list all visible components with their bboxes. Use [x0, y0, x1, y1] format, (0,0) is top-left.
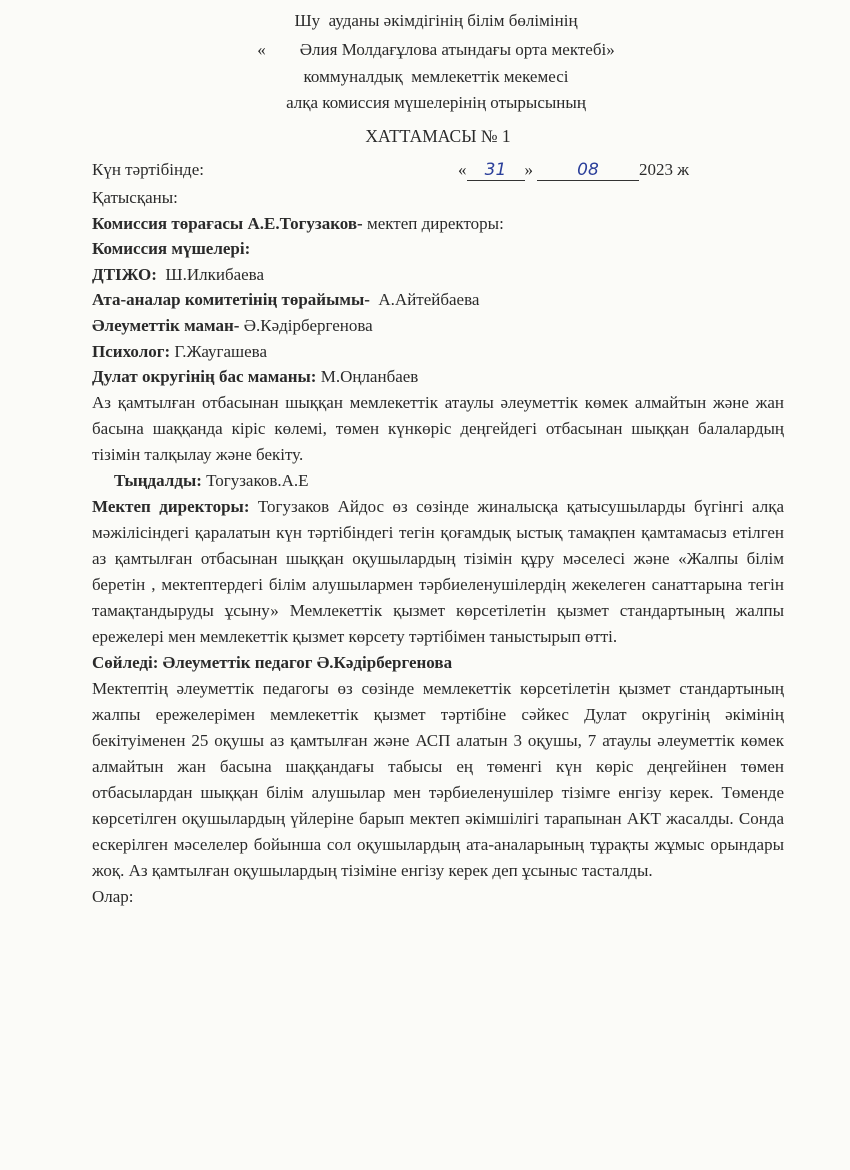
attendee-name: мектеп директоры: — [362, 213, 504, 233]
director-text: Тогузаков Айдос өз сөзінде жиналысқа қатысушыларды бүгінгі алқа мәжілісіндегі қаралатын күн тәртібіндегі тегін қоғамдық ыстық тамақпен қамтамасыз етілген аз қамтылған отбасынан шыққан оқушылардың тізімін құру мәселесі және «Жалпы білім беретін , мектептердегі білім алушылармен тәрбиеленушілердің жекелеген санаттарына тегін тамақтандыруды ұсыну» Мемлекеттік қызмет көрсетілетін қызмет стандартының жалпы ережелері мен мемлекеттік қызмет көрсету тәртібімен таныстырып өтті. — [92, 496, 785, 646]
attendee-role: Комиссия мүшелері: — [92, 239, 251, 259]
heard-value: Тогузаков.А.Е — [201, 470, 309, 490]
attendee-name: А.Айтейбаева — [369, 290, 480, 310]
attendee-role: ДТІЖО: — [92, 264, 157, 284]
closing-line: Олар: — [92, 886, 134, 906]
date-year: 2023 ж — [639, 160, 689, 179]
meeting-date — [458, 155, 689, 185]
attendee — [92, 287, 784, 313]
agenda-label: Күн тәртібінде: — [92, 160, 204, 179]
pedagog-speech: Мектептің әлеуметтік педагогы өз сөзінде мемлекеттік көрсетілетін қызмет стандартының жалпы ережелерімен мемлекеттік қызмет тәртібіне сәйкес Дулат округінің әкімінің бекітуіменен 25 оқушы аз қамтылған және АСП алатын 3 оқушы, 7 атаулы әлеуметтік көмек алмайтын жан басына шаққандағы табысы ең төменгі күн көріс деңгейінен төмен отбасылардан шыққан білім алушылар мен тәрбиеленушілер тізімге енгізу керек. Төменде көрсетілген оқушылардың үйлеріне барып мектеп әкімшілігі тарапынан АКТ жасалды. Сонда ескерілген мәселелер бойынша сол оқушылардың ата-аналарының тұрақты жұмыс орындары жоқ. Аз қамтылған оқушылардың тізіміне енгізу керек деп ұсыныс тасталды. — [92, 678, 784, 880]
attendee-role: Психолог: — [92, 341, 171, 361]
attendee — [92, 364, 784, 390]
attendee — [92, 236, 784, 262]
header-line: Шу ауданы әкімдігінің білім бөлімінің — [294, 11, 578, 30]
attendees-list — [92, 211, 784, 390]
attendee — [92, 211, 784, 237]
agenda-text: Аз қамтылған отбасынан шыққан мемлекеттік атаулы әлеуметтік көмек алмайтын және жан басына шаққанда кіріс көлемі, төмен күнкөріс деңгейдегі отбасынан шыққан балалардың тізімін талқылау және бекіту. — [92, 392, 784, 464]
attendee-role: Дулат округінің бас маманы: — [92, 367, 317, 387]
attendee-name: Г.Жаугашева — [170, 341, 268, 361]
header-line: коммуналдық мемлекеттік мекемесі — [303, 67, 569, 86]
attendee-name: Ш.Илкибаева — [156, 264, 265, 284]
heard-label: Тыңдалды: — [114, 470, 202, 490]
director-label: Мектеп директоры: — [92, 496, 250, 516]
attendee — [92, 262, 784, 288]
attendee — [92, 339, 784, 365]
attendee-name: Ә.Кәдірбергенова — [239, 315, 373, 335]
attendee-name: М.Оңланбаев — [316, 367, 419, 387]
quote-close: » — [524, 160, 533, 179]
spoke-label: Сөйледі: Әлеуметтік педагог Ә.Кәдірбергенова — [92, 652, 453, 672]
attendee-role: Әлеуметтік маман- — [92, 315, 240, 335]
date-line — [92, 155, 784, 185]
director-speech — [92, 494, 784, 650]
spoke-heading — [92, 650, 784, 676]
date-day: 31 — [467, 160, 525, 181]
heard-line — [92, 468, 784, 494]
attendee-role: Комиссия төрағасы А.Е.Тогузаков- — [92, 213, 363, 233]
header-line: « Әлия Молдағұлова атындағы орта мектебі» — [257, 40, 615, 59]
quote-open: « — [458, 160, 467, 179]
document-header — [88, 6, 784, 116]
document-page — [92, 6, 784, 910]
header-line: алқа комиссия мүшелерінің отырысының — [286, 93, 586, 112]
date-month: 08 — [537, 160, 639, 181]
attendee — [92, 313, 784, 339]
document-title: ХАТТАМАСЫ № 1 — [365, 126, 511, 146]
attendee-role: Ата-аналар комитетінің төрайымы- — [92, 290, 370, 310]
attendees-label: Қатысқаны: — [92, 188, 178, 207]
